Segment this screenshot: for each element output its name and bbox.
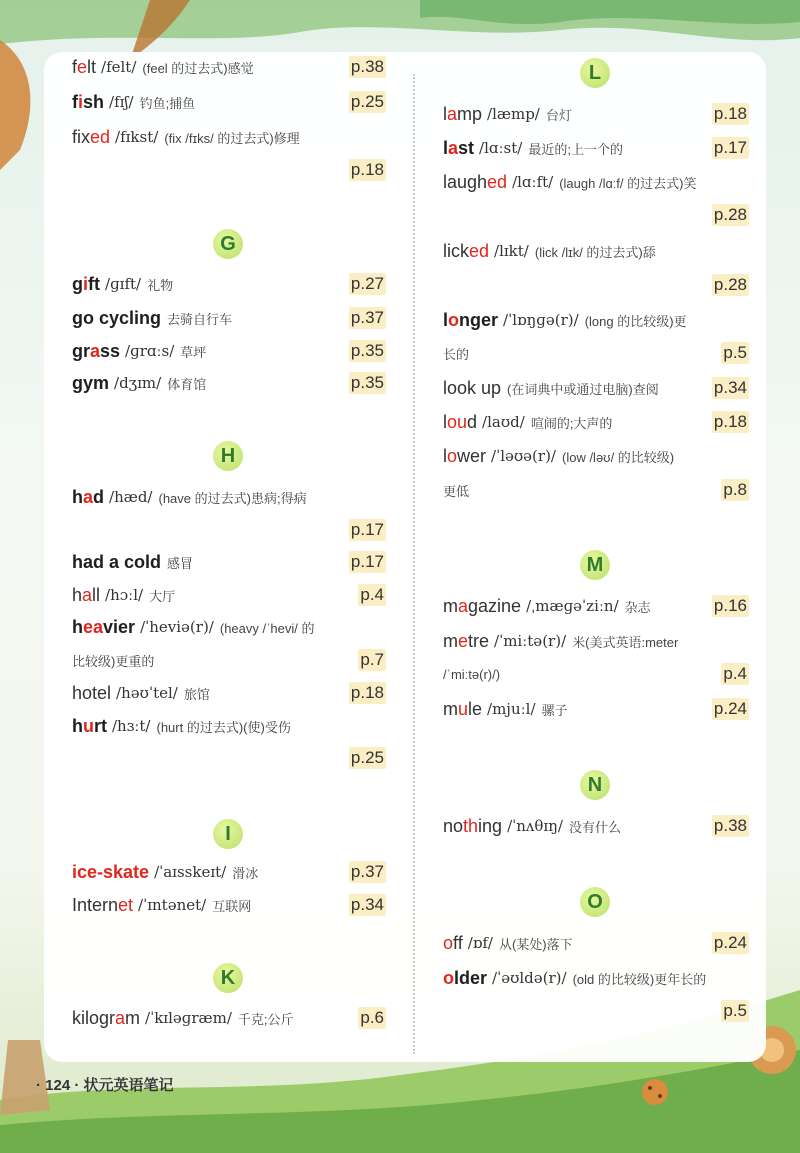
page-reference: p.18 (713, 104, 747, 123)
headword-part: fix (72, 126, 90, 147)
pronunciation: /felt/ (101, 58, 137, 76)
definition: 互联网 (212, 898, 252, 914)
headword (443, 933, 463, 954)
glossary-line (443, 811, 749, 841)
headword-highlight: et (118, 894, 134, 915)
headword-part: m (443, 630, 458, 651)
section-letter-badge: N (580, 770, 610, 800)
headword-part: l (443, 137, 449, 158)
glossary-line (72, 1003, 386, 1033)
section-letter-badge: K (213, 963, 243, 993)
definition: (fix /fɪks/ 的过去式)修理 (164, 130, 300, 146)
headword (72, 862, 149, 883)
section-letter-badge: L (580, 58, 610, 88)
headword-part: ll (92, 584, 101, 605)
headword-part: h (72, 486, 83, 507)
glossary-line (443, 963, 749, 993)
page-reference: p.16 (713, 596, 747, 615)
headword (443, 138, 474, 159)
section-letter-badge: G (213, 229, 243, 259)
headword-highlight: o (447, 445, 458, 466)
page-reference: p.18 (350, 160, 384, 179)
headword-highlight: ice-skate (72, 861, 150, 882)
headword-highlight: e (77, 56, 88, 77)
glossary-line (72, 515, 386, 545)
glossary-line (72, 155, 386, 185)
headword (443, 446, 486, 467)
glossary-line (72, 336, 386, 366)
definition: 更低 (443, 483, 470, 499)
page-reference: p.37 (350, 308, 384, 327)
glossary-line (443, 338, 749, 368)
section-letter-badge: H (213, 441, 243, 471)
headword-highlight: a (458, 595, 469, 616)
definition: /ˈmiːtə(r)/) (443, 666, 501, 682)
headword-part: gazine (468, 595, 522, 616)
page-reference: p.7 (360, 650, 384, 669)
headword-highlight: o (448, 309, 460, 330)
definition: (old 的比较级)更年长的 (572, 971, 707, 987)
headword-part: nger (459, 309, 499, 330)
page-footer: · 124 · 状元英语笔记 (36, 1077, 174, 1094)
headword-part: f (72, 91, 78, 112)
entry-text (443, 412, 708, 433)
entry-text (72, 341, 345, 362)
definition: 长的 (443, 346, 470, 362)
entry-text (72, 862, 345, 883)
entry-text (443, 631, 749, 652)
headword (72, 373, 109, 394)
entry-text (72, 683, 345, 704)
glossary-line (72, 711, 386, 741)
definition: (laugh /lɑːf/ 的过去式)笑 (559, 175, 697, 191)
headword-part: h (72, 616, 83, 637)
headword-highlight: u (458, 698, 469, 719)
definition: (在词典中或通过电脑)查阅 (507, 381, 659, 397)
headword (72, 617, 135, 638)
page-reference: p.37 (350, 862, 384, 881)
headword (72, 683, 111, 704)
headword-highlight: a (115, 1007, 126, 1028)
definition: 去骑自行车 (167, 311, 233, 327)
page-reference: p.4 (360, 585, 384, 604)
headword (443, 596, 521, 617)
section-letter-badge: O (580, 887, 610, 917)
page-reference: p.34 (713, 378, 747, 397)
headword-part: lick (443, 240, 469, 261)
glossary-line (72, 482, 386, 512)
headword-part: gr (72, 340, 90, 361)
entry-text (72, 308, 345, 329)
definition: 体育馆 (167, 376, 207, 392)
headword-part: mp (457, 103, 483, 124)
headword-part: lt (87, 56, 97, 77)
page-reference: p.8 (723, 480, 747, 499)
headword (443, 104, 482, 125)
glossary-line (443, 928, 749, 958)
entry-text (72, 552, 345, 573)
page-reference: p.18 (350, 683, 384, 702)
headword (72, 585, 100, 606)
pronunciation: /ˈaɪsskeɪt/ (154, 863, 227, 881)
entry-text (72, 127, 386, 148)
headword-highlight: e (458, 630, 469, 651)
headword-part: tre (468, 630, 490, 651)
glossary-line (72, 612, 386, 642)
page-reference: p.28 (713, 205, 747, 224)
headword (72, 1008, 140, 1029)
pronunciation: /laʊd/ (482, 413, 525, 431)
glossary-line (443, 996, 749, 1026)
entry-text (443, 172, 749, 193)
headword-highlight: ed (469, 240, 490, 261)
definition: 杂志 (624, 599, 651, 615)
definition: 大厅 (149, 588, 176, 604)
headword-part: ss (100, 340, 121, 361)
page-reference: p.25 (350, 748, 384, 767)
entry-text (443, 310, 749, 331)
page-reference: p.24 (713, 699, 747, 718)
pronunciation: /ˈləʊə(r)/ (491, 447, 556, 465)
definition: (long 的比较级)更 (584, 313, 687, 329)
pronunciation: /fɪkst/ (115, 128, 159, 146)
page-reference: p.28 (713, 275, 747, 294)
glossary-line (72, 547, 386, 577)
pronunciation: /hæd/ (109, 488, 153, 506)
page-reference: p.38 (350, 57, 384, 76)
headword (72, 895, 133, 916)
definition: (hurt 的过去式)(使)受伤 (156, 719, 291, 735)
glossary-line (443, 475, 749, 505)
definition: 千克;公斤 (237, 1011, 294, 1027)
glossary-line (72, 269, 386, 299)
glossary-line (72, 678, 386, 708)
headword-part: h (72, 584, 83, 605)
glossary-line (443, 133, 749, 163)
pronunciation: /ɒf/ (467, 934, 493, 952)
glossary-line (443, 441, 749, 471)
page-reference: p.4 (723, 664, 747, 683)
glossary-line (72, 580, 386, 610)
headword-part: kilogr (72, 1007, 116, 1028)
headword (72, 92, 104, 113)
entry-text (443, 816, 708, 837)
headword-part: look up (443, 377, 502, 398)
glossary-line (443, 167, 749, 197)
glossary-line (443, 373, 749, 403)
entry-text (443, 968, 749, 989)
page-reference: p.35 (350, 341, 384, 360)
headword (72, 552, 161, 573)
pronunciation: /ɡɪft/ (105, 275, 142, 293)
headword-highlight: a (448, 137, 459, 158)
page-reference: p.17 (713, 138, 747, 157)
pronunciation: /hɜːt/ (112, 717, 151, 735)
page-reference: p.38 (713, 816, 747, 835)
headword-part: sh (83, 91, 105, 112)
headword (443, 378, 501, 399)
entry-text (72, 617, 386, 638)
pronunciation: /lɪkt/ (494, 242, 529, 260)
pronunciation: /dʒɪm/ (114, 374, 162, 392)
pronunciation: /həʊˈtel/ (116, 684, 178, 702)
glossary-line (443, 305, 749, 335)
headword (443, 172, 507, 193)
headword-part: g (72, 273, 83, 294)
pronunciation: /læmp/ (487, 105, 540, 123)
headword-part: go cycling (72, 307, 162, 328)
pronunciation: /mjuːl/ (487, 700, 536, 718)
glossary-line (72, 52, 386, 82)
definition: 旅馆 (183, 686, 210, 702)
definition: 喧闹的;大声的 (530, 415, 613, 431)
definition: 比较级)更重的 (72, 653, 155, 669)
headword-part: h (72, 715, 83, 736)
headword-part: l (443, 103, 447, 124)
page-reference: p.35 (350, 373, 384, 392)
headword-part: ff (453, 932, 463, 953)
page-reference: p.17 (350, 552, 384, 571)
headword-highlight: ea (83, 616, 104, 637)
headword-part: d (467, 411, 478, 432)
glossary-line (72, 743, 386, 773)
glossary-line (72, 303, 386, 333)
column-divider (413, 74, 415, 1054)
pronunciation: /lɑːst/ (479, 139, 523, 157)
definition: (low /ləʊ/ 的比较级) (562, 449, 675, 465)
definition: 没有什么 (568, 819, 621, 835)
headword (443, 699, 482, 720)
glossary-line (72, 87, 386, 117)
headword-part: l (443, 309, 449, 330)
entry-text (72, 1008, 354, 1029)
headword (443, 968, 487, 989)
glossary-line (443, 236, 749, 266)
headword-part: had a cold (72, 551, 162, 572)
entry-text (72, 92, 345, 113)
entry-text (72, 585, 354, 606)
definition: (lick /lɪk/ 的过去式)舔 (534, 244, 656, 260)
entry-text (72, 373, 345, 394)
entry-text (443, 138, 708, 159)
section-letter-badge: M (580, 550, 610, 580)
definition: 米(美式英语:meter (572, 634, 679, 650)
headword-highlight: a (83, 486, 94, 507)
entry-text (72, 651, 354, 670)
headword-part: laugh (443, 171, 488, 192)
glossary-line (72, 368, 386, 398)
headword-highlight: i (83, 273, 89, 294)
headword (443, 241, 489, 262)
definition: (heavy /ˈhevi/ 的 (219, 620, 315, 636)
entry-text (72, 895, 345, 916)
headword (72, 487, 104, 508)
definition: 感冒 (167, 555, 194, 571)
headword-part: wer (457, 445, 487, 466)
headword-part: le (468, 698, 483, 719)
headword-highlight: a (82, 584, 93, 605)
glossary-line (72, 857, 386, 887)
headword-highlight: a (90, 340, 101, 361)
glossary-line (72, 890, 386, 920)
entry-text (443, 699, 708, 720)
glossary-line (443, 659, 749, 689)
glossary-line (443, 270, 749, 300)
headword-highlight: o (443, 967, 454, 988)
page-reference: p.25 (350, 92, 384, 111)
page-reference: p.6 (360, 1008, 384, 1027)
definition: (feel 的过去式)感觉 (142, 60, 254, 76)
headword (443, 631, 489, 652)
headword-part: m (443, 595, 458, 616)
pronunciation: /ˈheviə(r)/ (140, 618, 214, 636)
entry-text (443, 241, 749, 262)
pronunciation: /ɡrɑːs/ (125, 342, 175, 360)
definition: 从(某处)落下 (498, 936, 573, 952)
glossary-line (72, 645, 386, 675)
entry-text (72, 487, 386, 508)
headword-highlight: a (447, 103, 458, 124)
headword (443, 310, 498, 331)
definition: 台灯 (545, 107, 572, 123)
glossary-line (443, 99, 749, 129)
pronunciation: /ˈəʊldə(r)/ (492, 969, 567, 987)
definition: 草坪 (180, 344, 207, 360)
headword (72, 274, 100, 295)
glossary-line (443, 694, 749, 724)
headword-highlight: ed (487, 171, 508, 192)
headword-part: hotel (72, 682, 112, 703)
glossary-line (443, 200, 749, 230)
headword-part: l (443, 411, 447, 432)
definition: 最近的;上一个的 (528, 141, 623, 157)
entry-text (72, 57, 345, 78)
entry-text (443, 378, 708, 399)
headword-part: l (443, 445, 447, 466)
headword-part: m (125, 1007, 141, 1028)
entry-text (443, 446, 749, 467)
entry-text (443, 481, 717, 500)
pronunciation: /lɑːft/ (512, 173, 554, 191)
page-reference: p.5 (723, 343, 747, 362)
pronunciation: /ˈnʌθɪŋ/ (507, 817, 563, 835)
page-reference: p.18 (713, 412, 747, 431)
headword-part: ft (88, 273, 101, 294)
page-reference: p.27 (350, 274, 384, 293)
pronunciation: /ˈlɒŋɡə(r)/ (503, 311, 579, 329)
headword (443, 816, 502, 837)
headword-part: rt (94, 715, 107, 736)
entry-text (72, 716, 386, 737)
headword-highlight: u (83, 715, 94, 736)
headword (72, 127, 110, 148)
headword-part: Intern (72, 894, 119, 915)
pronunciation: /ˈɪntənet/ (138, 896, 207, 914)
glossary-line (443, 626, 749, 656)
headword-part: m (443, 698, 458, 719)
page-reference: p.24 (713, 933, 747, 952)
headword-part: vier (103, 616, 136, 637)
section-letter-badge: I (213, 819, 243, 849)
definition: 滑冰 (232, 865, 259, 881)
headword-part: no (443, 815, 464, 836)
headword-part: st (458, 137, 475, 158)
headword-highlight: ed (90, 126, 111, 147)
headword (72, 341, 120, 362)
definition: 钓鱼;捕鱼 (139, 95, 196, 111)
page-reference: p.5 (723, 1001, 747, 1020)
headword (443, 412, 477, 433)
glossary-line (443, 591, 749, 621)
page-reference: p.17 (350, 520, 384, 539)
headword-part: ing (478, 815, 503, 836)
headword (72, 57, 96, 78)
headword-highlight: th (463, 815, 479, 836)
headword-highlight: i (78, 91, 84, 112)
glossary-line (443, 407, 749, 437)
headword-part: d (93, 486, 105, 507)
definition: 骡子 (541, 702, 568, 718)
pronunciation: /hɔːl/ (105, 586, 144, 604)
entry-text (443, 667, 717, 682)
entry-text (72, 274, 345, 295)
headword-part: gym (72, 372, 110, 393)
pronunciation: /ˌmæɡəˈziːn/ (526, 597, 619, 615)
glossary-line (72, 122, 386, 152)
definition: 礼物 (147, 277, 174, 293)
definition: (have 的过去式)患病;得病 (158, 490, 307, 506)
pronunciation: /ˈkɪləɡræm/ (145, 1009, 232, 1027)
page-reference: p.34 (350, 895, 384, 914)
entry-text (443, 596, 708, 617)
pronunciation: /fɪʃ/ (109, 93, 134, 111)
headword-highlight: o (443, 932, 454, 953)
pronunciation: /ˈmiːtə(r)/ (494, 632, 567, 650)
headword-part: f (72, 56, 78, 77)
entry-text (443, 104, 708, 125)
entry-text (443, 344, 717, 363)
headword (72, 308, 161, 329)
headword-highlight: ou (447, 411, 468, 432)
headword (72, 716, 107, 737)
headword-part: lder (454, 967, 488, 988)
entry-text (443, 933, 708, 954)
